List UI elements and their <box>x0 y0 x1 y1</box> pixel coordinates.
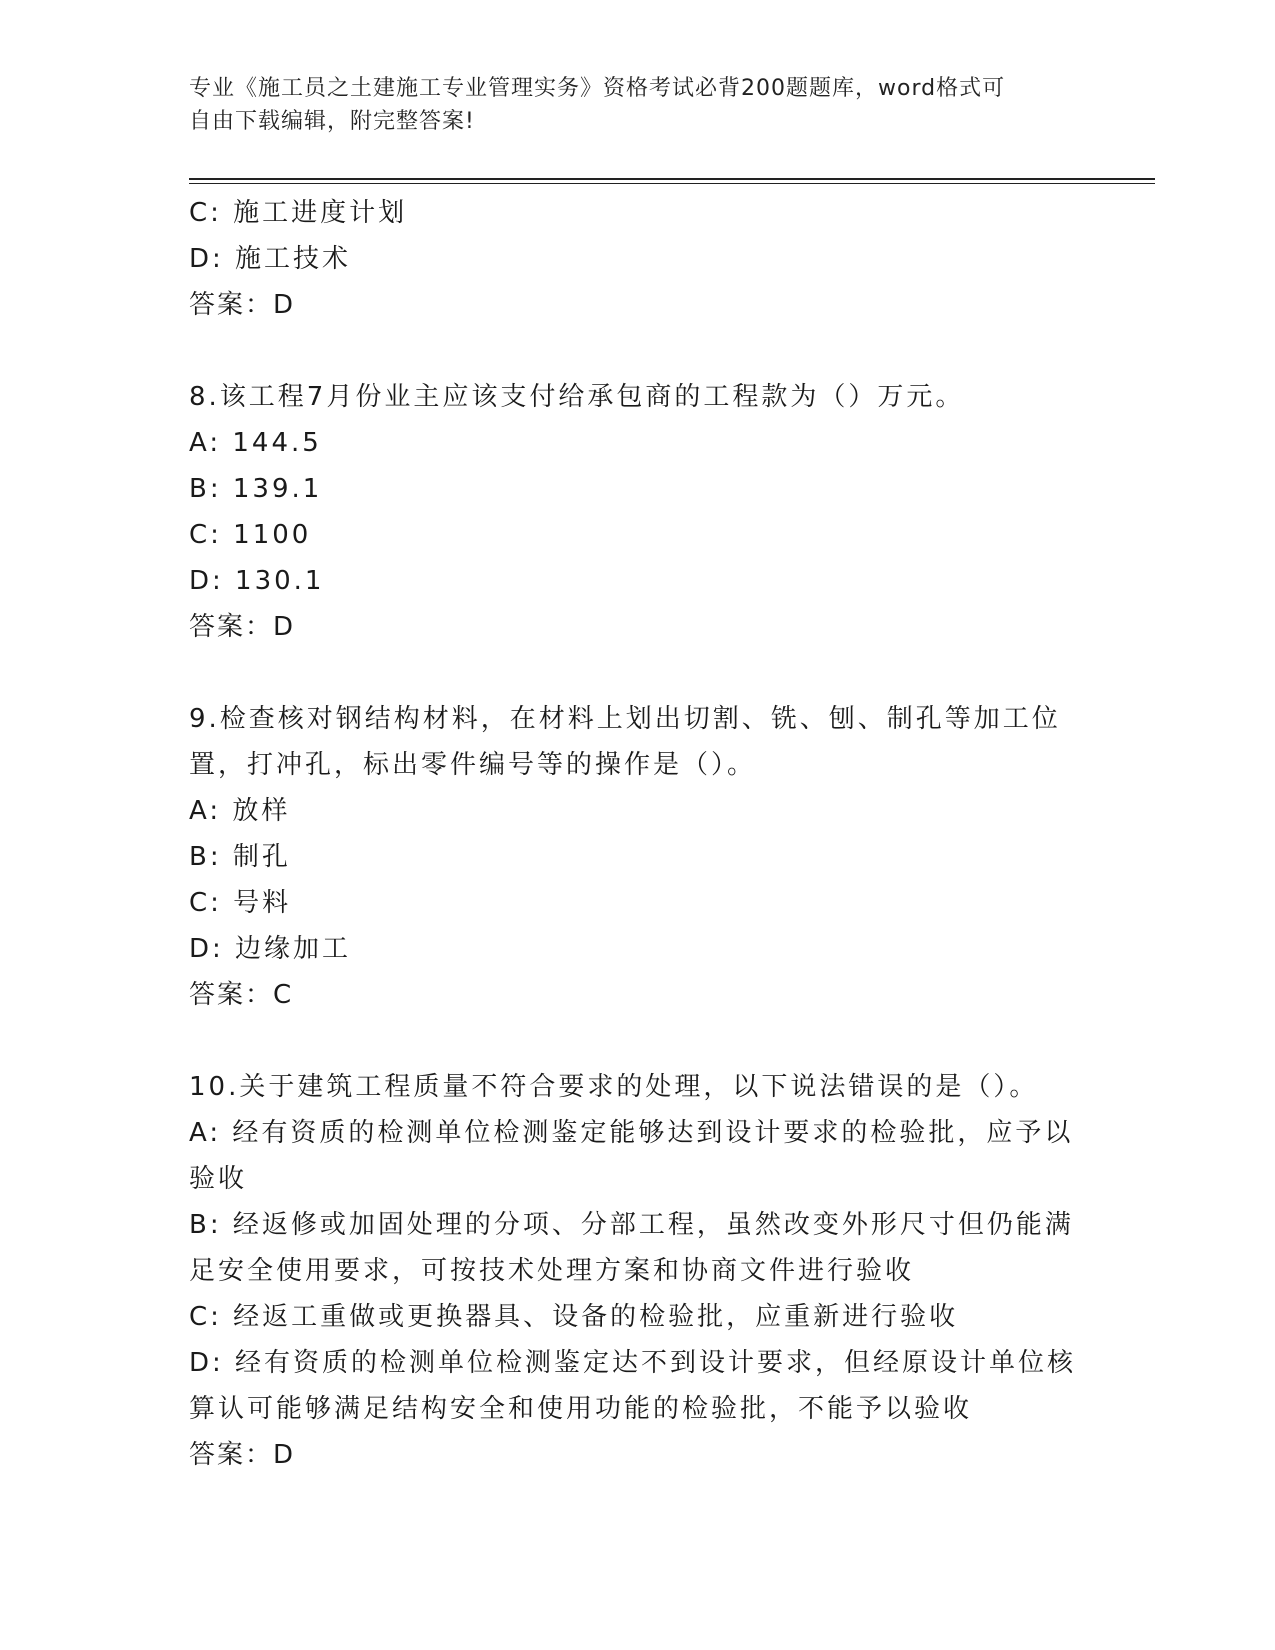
question-10 <box>189 1064 1089 1478</box>
q8-option-d: D: 130.1 <box>189 566 325 596</box>
q9-answer: 答案：C <box>189 980 294 1010</box>
q7-option-c: C: 施工进度计划 <box>189 198 408 228</box>
spacer <box>189 1018 1089 1064</box>
header-divider-thin <box>189 183 1155 184</box>
header-line-2: 自由下载编辑，附完整答案! <box>189 109 475 134</box>
q8-stem: 8.该工程7月份业主应该支付给承包商的工程款为（）万元。 <box>189 382 965 412</box>
header-divider-thick <box>189 178 1155 180</box>
q10-option-b-line-1: B: 经返修或加固处理的分项、分部工程，虽然改变外形尺寸但仍能满 <box>189 1210 1074 1240</box>
question-7-tail <box>189 190 1089 328</box>
q10-option-a-line-1: A: 经有资质的检测单位检测鉴定能够达到设计要求的检验批，应予以 <box>189 1118 1074 1148</box>
q9-stem-line-1: 9.检查核对钢结构材料，在材料上划出切割、铣、刨、制孔等加工位 <box>189 704 1061 734</box>
q9-stem-line-2: 置，打冲孔，标出零件编号等的操作是（）。 <box>189 750 757 780</box>
question-9 <box>189 696 1089 1018</box>
q7-answer: 答案：D <box>189 290 296 320</box>
page-header <box>189 72 1069 138</box>
q10-option-d-line-2: 算认可能够满足结构安全和使用功能的检验批，不能予以验收 <box>189 1394 973 1424</box>
q10-option-c: C: 经返工重做或更换器具、设备的检验批，应重新进行验收 <box>189 1302 959 1332</box>
q9-option-c: C: 号料 <box>189 888 292 918</box>
q10-stem: 10.关于建筑工程质量不符合要求的处理，以下说法错误的是（）。 <box>189 1072 1039 1102</box>
q8-option-b: B: 139.1 <box>189 474 323 504</box>
question-list <box>189 190 1089 1478</box>
q9-option-a: A: 放样 <box>189 796 291 826</box>
q9-option-b: B: 制孔 <box>189 842 291 872</box>
question-8 <box>189 374 1089 650</box>
spacer <box>189 328 1089 374</box>
q10-option-a-line-2: 验收 <box>189 1164 248 1194</box>
q10-option-b-line-2: 足安全使用要求，可按技术处理方案和协商文件进行验收 <box>189 1256 915 1286</box>
q8-answer: 答案：D <box>189 612 296 642</box>
header-line-1: 专业《施工员之土建施工专业管理实务》资格考试必背200题题库，word格式可 <box>189 76 1006 101</box>
q8-option-a: A: 144.5 <box>189 428 322 458</box>
q8-option-c: C: 1100 <box>189 520 312 550</box>
spacer <box>189 650 1089 696</box>
q9-option-d: D: 边缘加工 <box>189 934 352 964</box>
q10-answer: 答案：D <box>189 1440 296 1470</box>
q7-option-d: D: 施工技术 <box>189 244 352 274</box>
q10-option-d-line-1: D: 经有资质的检测单位检测鉴定达不到设计要求，但经原设计单位核 <box>189 1348 1077 1378</box>
